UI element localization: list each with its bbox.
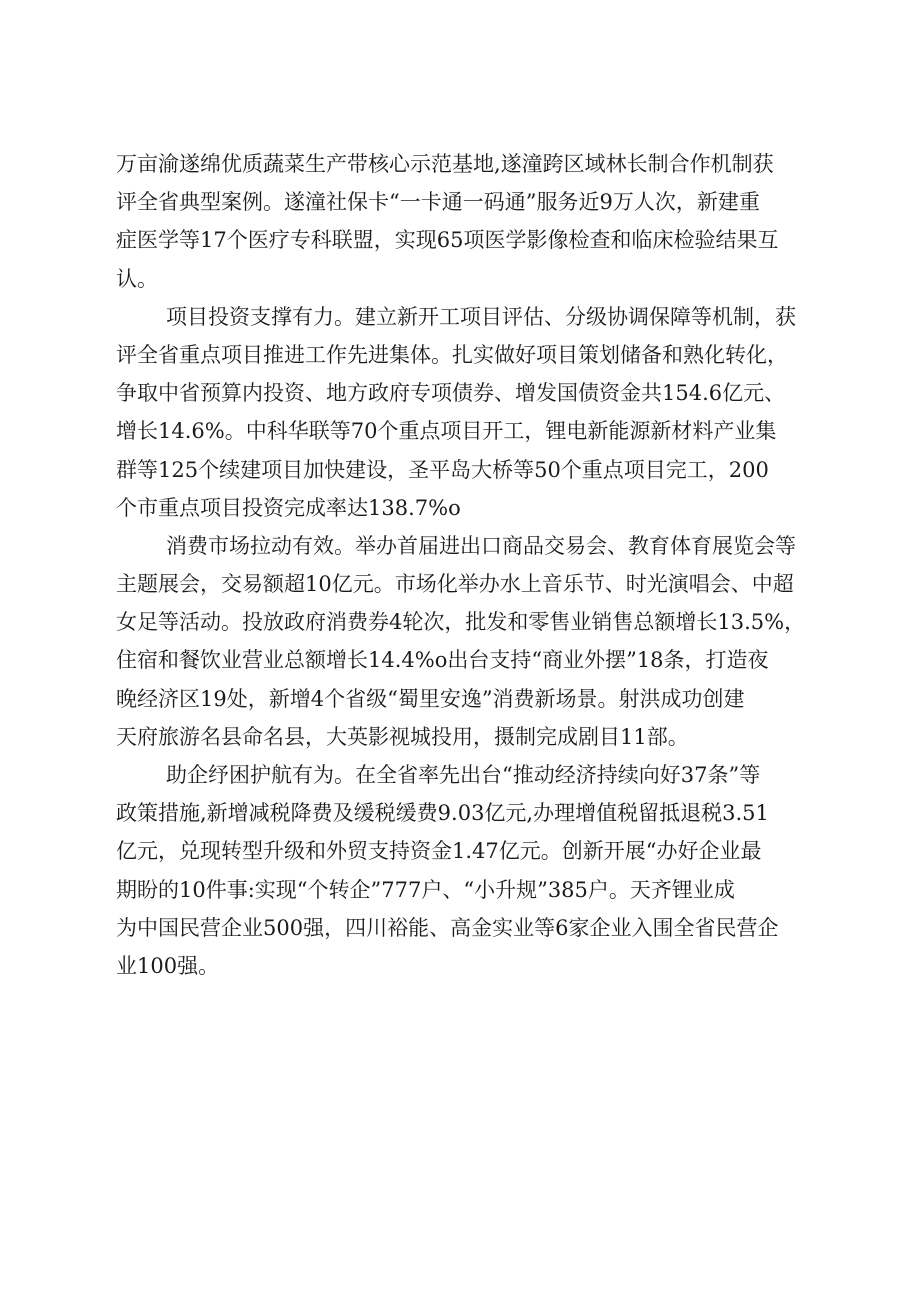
paragraph-project-investment (116, 298, 816, 527)
text-line: 期盼的10件事:实现“个转企”777户、“小升规”385户。天齐锂业成 (116, 877, 735, 902)
text-line: 评全省重点项目推进工作先进集体。扎实做好项目策划储备和熟化转化， (116, 342, 788, 367)
text-line: 业100强。 (116, 953, 220, 978)
paragraph-consumer-market (116, 527, 816, 756)
paragraph-enterprise-support (116, 756, 816, 985)
text-line: 政策措施,新增减税降费及缓税缓费9.03亿元,办理增值税留抵退税3.51 (116, 801, 769, 826)
text-line: 主题展会，交易额超10亿元。市场化举办水上音乐节、时光演唱会、中超 (116, 572, 794, 597)
text-line: 女足等活动。投放政府消费券4轮次，批发和零售业销售总额增长13.5%， (116, 610, 806, 635)
text-line: 为中国民营企业500强，四川裕能、高金实业等6家企业入围全省民营企 (116, 915, 779, 940)
text-line: 争取中省预算内投资、地方政府专项债券、增发国债资金共154.6亿元、 (116, 381, 786, 406)
text-line: 增长14.6%。中科华联等70个重点项目开工，锂电新能源新材料产业集 (116, 419, 777, 444)
text-line: 万亩渝遂绵优质蔬菜生产带核心示范基地,遂潼跨区域林长制合作机制获 (116, 152, 774, 176)
text-line: 亿元，兑现转型升级和外贸支持资金1.47亿元。创新开展“办好企业最 (116, 839, 762, 864)
text-line: 消费市场拉动有效。举办首届进出口商品交易会、教育体育展览会等 (166, 533, 796, 558)
text-line: 群等125个续建项目加快建设，圣平岛大桥等50个重点项目完工，200 (116, 457, 769, 482)
text-line: 项目投资支撑有力。建立新开工项目评估、分级协调保障等机制，获 (166, 304, 796, 329)
text-line: 评全省典型案例。遂潼社保卡“一卡通一码通”服务近9万人次，新建重 (116, 190, 760, 215)
document-body (116, 145, 816, 985)
text-line: 个市重点项目投资完成率达138.7%o (116, 495, 461, 520)
paragraph-1 (116, 145, 816, 298)
text-line: 晚经济区19处，新增4个省级“蜀里安逸”消费新场景。射洪成功创建 (116, 686, 745, 711)
text-line: 天府旅游名县命名县，大英影视城投用，摄制完成剧目11部。 (116, 724, 689, 749)
text-line: 认。 (116, 266, 158, 291)
text-line: 住宿和餐饮业营业总额增长14.4%o出台支持“商业外摆”18条，打造夜 (116, 648, 769, 673)
text-line: 助企纾困护航有为。在全省率先出台“推动经济持续向好37条”等 (166, 763, 761, 787)
text-line: 症医学等17个医疗专科联盟，实现65项医学影像检查和临床检验结果互 (116, 228, 779, 253)
